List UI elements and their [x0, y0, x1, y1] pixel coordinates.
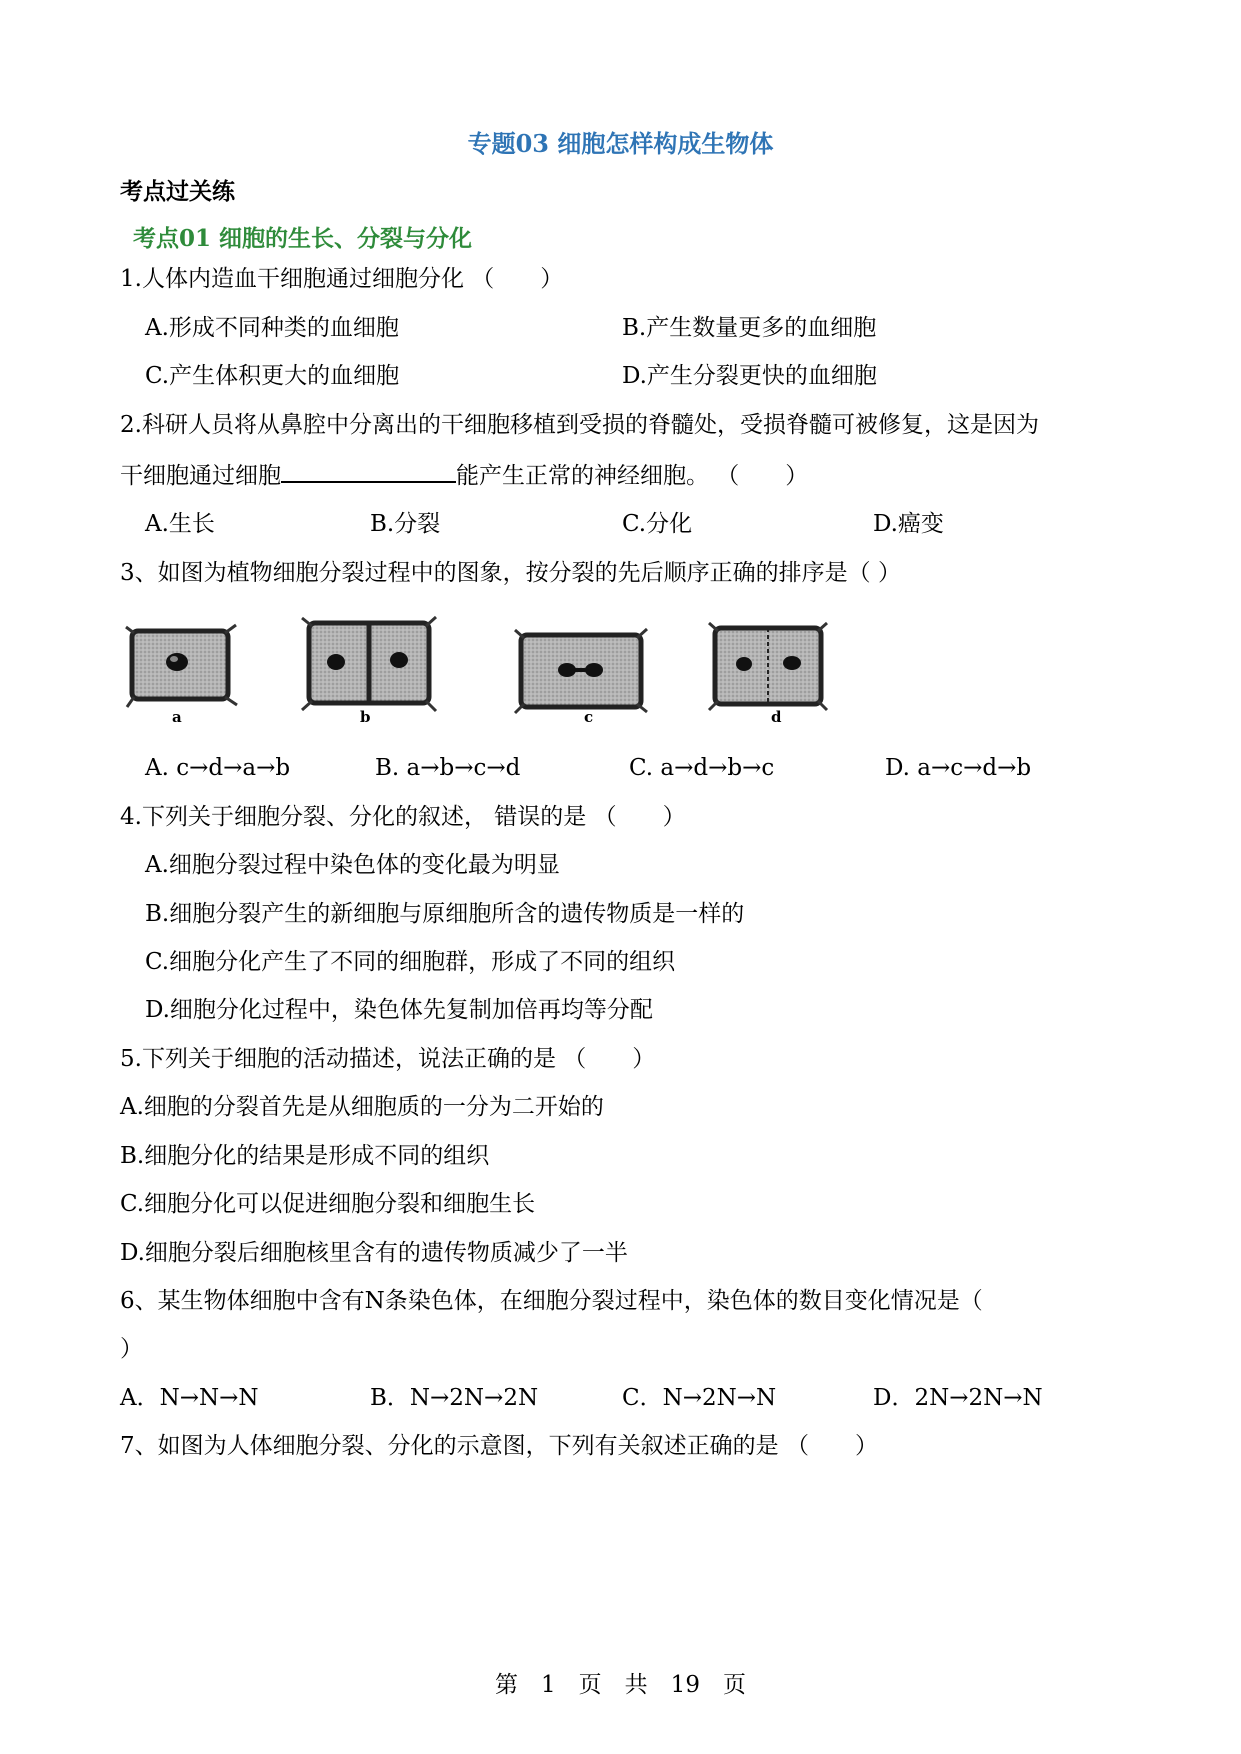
section-heading: 考点过关练	[120, 178, 235, 205]
cell-c-image	[515, 629, 647, 713]
cell-b-image	[302, 617, 436, 711]
question-4-option-c: C.细胞分化产生了不同的细胞群，形成了不同的组织	[145, 949, 676, 975]
cell-division-figure	[124, 615, 844, 727]
question-5-option-d: D.细胞分裂后细胞核里含有的遗传物质减少了一半	[120, 1240, 628, 1266]
question-4-option-d: D.细胞分化过程中，染色体先复制加倍再均等分配	[145, 997, 653, 1023]
question-2-option-b: B.分裂	[370, 511, 441, 537]
page-footer: 第 1 页 共 19 页	[495, 1672, 746, 1698]
topic-heading: 考点01 细胞的生长、分裂与分化	[133, 225, 473, 252]
question-6-option-a: A．N→N→N	[120, 1385, 259, 1411]
question-5-option-c: C.细胞分化可以促进细胞分裂和细胞生长	[120, 1191, 536, 1217]
figure-label-c: c	[584, 708, 594, 726]
cell-d-image	[709, 623, 827, 710]
answer-blank[interactable]	[281, 463, 456, 483]
question-1-option-b: B.产生数量更多的血细胞	[622, 315, 877, 341]
question-2-stem-line2	[120, 463, 808, 488]
question-3-option-b: B. a→b→c→d	[375, 755, 521, 781]
figure-label-b: b	[360, 708, 371, 726]
question-2-option-a: A.生长	[145, 511, 215, 537]
question-3-option-d: D. a→c→d→b	[885, 755, 1032, 781]
question-4-option-b: B.细胞分裂产生的新细胞与原细胞所含的遗传物质是一样的	[145, 901, 745, 927]
question-2-option-c: C.分化	[622, 511, 693, 537]
question-3-option-c: C. a→d→b→c	[629, 755, 775, 781]
question-1-option-d: D.产生分裂更快的血细胞	[622, 363, 877, 389]
question-4-stem: 4.下列关于细胞分裂、分化的叙述， 错误的是 （ ）	[120, 804, 686, 830]
question-7-stem: 7、如图为人体细胞分裂、分化的示意图，下列有关叙述正确的是 （ ）	[120, 1433, 878, 1459]
question-1-option-c: C.产生体积更大的血细胞	[145, 363, 400, 389]
question-6-option-c: C．N→2N→N	[622, 1385, 777, 1411]
question-5-stem: 5.下列关于细胞的活动描述，说法正确的是 （ ）	[120, 1046, 656, 1072]
question-6-option-d: D．2N→2N→N	[873, 1385, 1043, 1411]
question-6-stem-line2: ）	[120, 1336, 143, 1362]
question-2-stem-part1: 干细胞通过细胞	[120, 463, 281, 489]
question-3-stem: 3、如图为植物细胞分裂过程中的图象，按分裂的先后顺序正确的排序是（ ）	[120, 560, 901, 586]
figure-label-d: d	[771, 708, 782, 726]
page-title: 专题03 细胞怎样构成生物体	[467, 129, 774, 158]
figure-label-a: a	[172, 708, 182, 726]
question-4-option-a: A.细胞分裂过程中染色体的变化最为明显	[145, 852, 560, 878]
question-5-option-b: B.细胞分化的结果是形成不同的组织	[120, 1143, 490, 1169]
cell-a-image	[126, 625, 237, 707]
question-6-stem-line1: 6、某生物体细胞中含有N条染色体，在细胞分裂过程中，染色体的数目变化情况是（	[120, 1288, 983, 1314]
question-6-option-b: B．N→2N→2N	[370, 1385, 539, 1411]
question-2-stem-line1: 2.科研人员将从鼻腔中分离出的干细胞移植到受损的脊髓处，受损脊髓可被修复，这是因为	[120, 412, 1039, 438]
question-1-stem: 1.人体内造血干细胞通过细胞分化 （ ）	[120, 266, 564, 292]
question-1-option-a: A.形成不同种类的血细胞	[145, 315, 399, 341]
question-5-option-a: A.细胞的分裂首先是从细胞质的一分为二开始的	[120, 1094, 604, 1120]
question-2-option-d: D.癌变	[873, 511, 944, 537]
question-3-option-a: A. c→d→a→b	[145, 755, 291, 781]
question-2-stem-part2: 能产生正常的神经细胞。 （ ）	[456, 463, 809, 489]
